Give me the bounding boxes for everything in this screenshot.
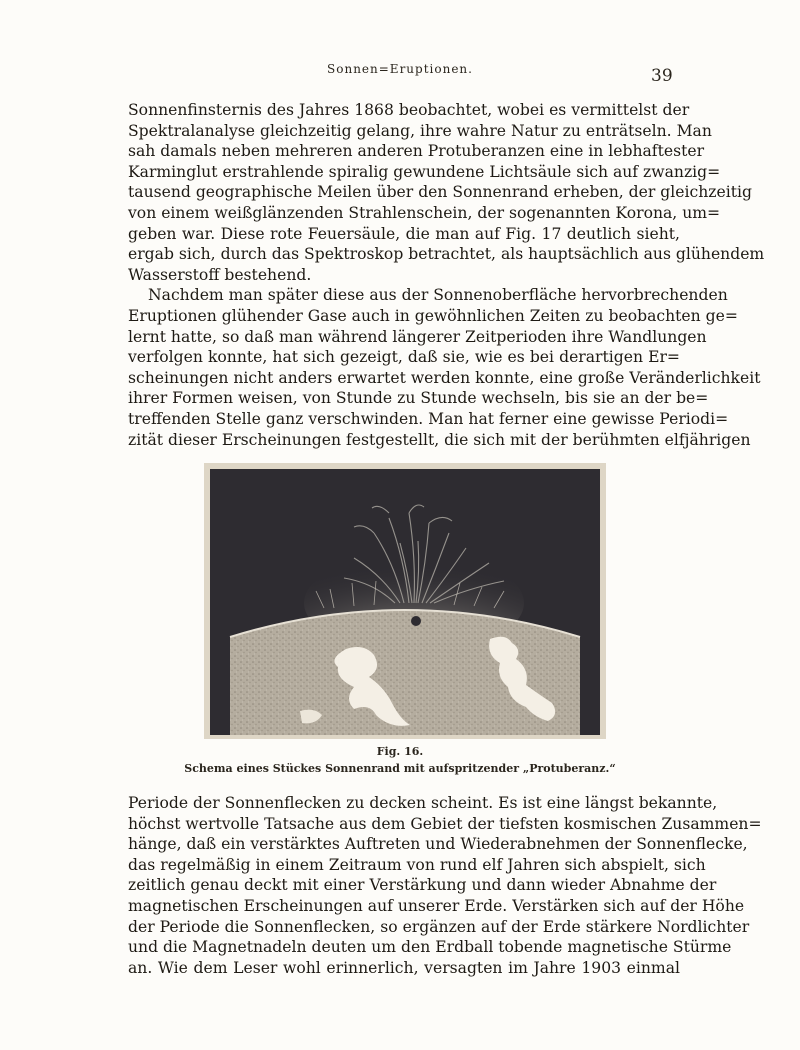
sunspot bbox=[411, 616, 421, 626]
text-line: hänge, daß ein verstärktes Auftreten und Wiederabnehmen der Sonnenflecke, bbox=[128, 835, 748, 854]
text-line: Sonnenfinsternis des Jahres 1868 beobachtet, wobei es vermittelst der bbox=[128, 101, 690, 119]
text-line: zität dieser Erscheinungen festgestellt, die sich mit der berühmten elfjährigen bbox=[128, 430, 751, 449]
body-text-bottom bbox=[128, 793, 762, 978]
text-line: treffenden Stelle ganz verschwinden. Man hat ferner eine gewisse Periodi= bbox=[128, 409, 729, 428]
text-line: sah damals neben mehreren anderen Protuberanzen eine in lebhaftester bbox=[128, 142, 705, 161]
text-line: lernt hatte, so daß man während längerer Zeitperioden ihre Wandlungen bbox=[128, 327, 707, 346]
text-line: tausend geographische Meilen über den Sonnenrand erheben, der gleichzeitig bbox=[128, 183, 752, 202]
text-line: Eruptionen glühender Gase auch in gewöhnlichen Zeiten zu beobachten ge= bbox=[128, 306, 738, 325]
page-number: 39 bbox=[651, 66, 673, 86]
text-line: Spektralanalyse gleichzeitig gelang, ihre wahre Natur zu enträtseln. Man bbox=[128, 121, 712, 140]
text-line: von einem weißglänzenden Strahlenschein, der sogenannten Korona, um= bbox=[128, 203, 721, 222]
text-line: geben war. Diese rote Feuersäule, die man auf Fig. 17 deutlich sieht, bbox=[128, 224, 680, 243]
figure-number: Fig. 16. bbox=[376, 745, 424, 758]
sun-limb-illustration bbox=[204, 463, 606, 739]
text-line: ergab sich, durch das Spektroskop betrachtet, als hauptsächlich aus glühendem bbox=[128, 245, 765, 264]
text-line: verfolgen konnte, hat sich gezeigt, daß sie, wie es bei derartigen Er= bbox=[128, 348, 680, 367]
figure-illustration bbox=[204, 463, 606, 739]
body-text-top bbox=[128, 100, 765, 450]
text-line: das regelmäßig in einem Zeitraum von rund elf Jahren sich abspielt, sich bbox=[128, 855, 706, 874]
text-line: Nachdem man später diese aus der Sonnenoberfläche hervorbrechenden bbox=[148, 286, 728, 305]
running-head: Sonnen=Eruptionen. bbox=[327, 62, 473, 76]
text-line: zeitlich genau deckt mit einer Verstärkung und dann wieder Abnahme der bbox=[128, 876, 717, 895]
text-line: und die Magnetnadeln deuten um den Erdball tobende magnetische Stürme bbox=[128, 938, 732, 957]
text-line: ihrer Formen weisen, von Stunde zu Stunde wechseln, bis sie an der be= bbox=[128, 389, 709, 408]
text-line: Wasserstoff bestehend. bbox=[128, 265, 312, 284]
sun-surface bbox=[230, 610, 580, 735]
text-line: der Periode die Sonnenflecken, so ergänzen auf der Erde stärkere Nordlichter bbox=[128, 917, 750, 936]
text-line: höchst wertvolle Tatsache aus dem Gebiet der tiefsten kosmischen Zusammen= bbox=[128, 814, 762, 833]
text-line: an. Wie dem Leser wohl erinnerlich, versagten im Jahre 1903 einmal bbox=[128, 958, 680, 977]
text-line: Periode der Sonnenflecken zu decken scheint. Es ist eine längst bekannte, bbox=[128, 794, 718, 812]
text-line: magnetischen Erscheinungen auf unserer Erde. Verstärken sich auf der Höhe bbox=[128, 896, 745, 915]
text-line: Karminglut erstrahlende spiralig gewundene Lichtsäule sich auf zwanzig= bbox=[128, 162, 721, 181]
figure-caption: Schema eines Stückes Sonnenrand mit aufspritzender „Protuberanz.“ bbox=[184, 762, 616, 775]
text-line: scheinungen nicht anders erwartet werden konnte, eine große Veränderlichkeit bbox=[128, 368, 761, 387]
